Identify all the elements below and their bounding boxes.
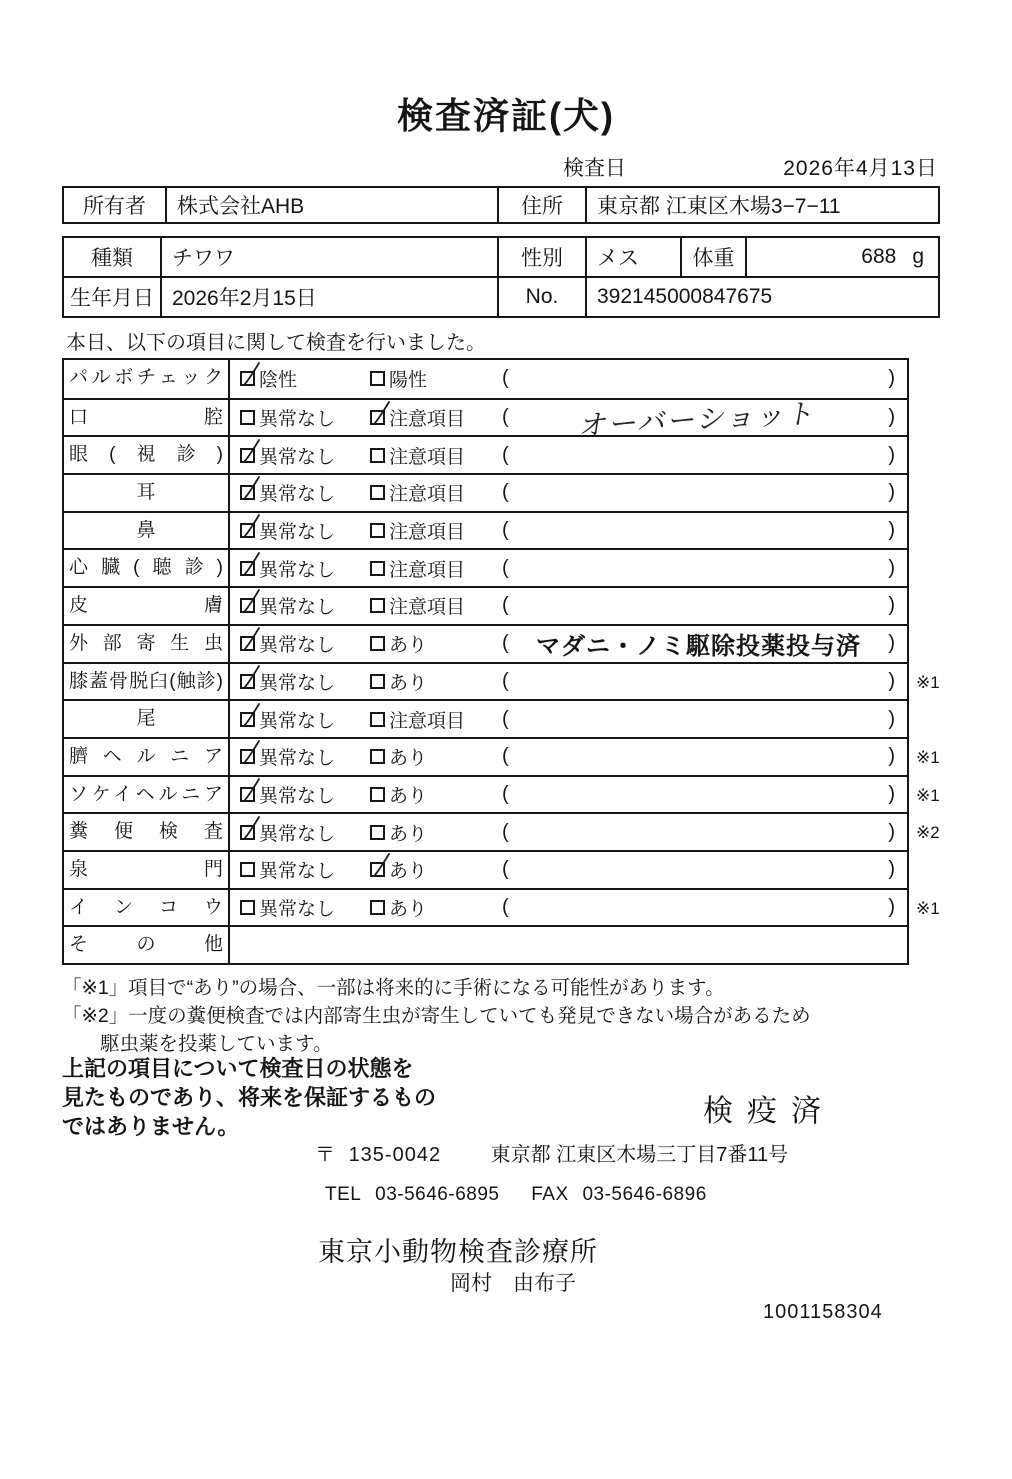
check-mark-icon [240, 814, 264, 843]
disclaimer-paragraph [62, 1054, 436, 1141]
exam-row [64, 888, 940, 926]
tel-fax-line [325, 1184, 707, 1206]
option1-label: 陰性 [259, 370, 298, 392]
option1-group [240, 592, 370, 619]
close-paren: ) [888, 406, 895, 429]
disclaimer-line: 上記の項目について検査日の状態を [62, 1056, 414, 1081]
remarks-field [502, 481, 895, 504]
exam-item-label: 口腔 [64, 400, 230, 436]
weight-cell [747, 238, 938, 276]
option2-group [370, 819, 502, 846]
footnote-marker: ※1 [916, 747, 940, 767]
weight-value: 688 [861, 245, 897, 268]
open-paren: ( [502, 820, 509, 843]
option1-group [240, 365, 370, 392]
intro-sentence: 本日、以下の項目に関して検査を行いました。 [66, 332, 486, 354]
owner-info-table [62, 186, 940, 224]
option2-checkbox[interactable] [370, 371, 385, 386]
open-paren: ( [502, 782, 509, 805]
exam-row-content [230, 852, 907, 888]
option2-label: あり [389, 898, 428, 920]
address-label: 住所 [499, 188, 587, 222]
footnote-1: 「※1」項目で“あり”の場合、一部は将来的に手術になる可能性があります。 [62, 977, 725, 999]
option1-label: 異常なし [259, 748, 336, 770]
option1-label: 異常なし [259, 484, 336, 506]
sex-label: 性別 [499, 238, 587, 276]
option2-checkbox[interactable] [370, 674, 385, 689]
exam-row-content [230, 626, 907, 662]
remarks-field [502, 783, 895, 806]
exam-row [64, 624, 907, 662]
option1-group [240, 630, 370, 657]
exam-row [64, 397, 907, 441]
exam-item-label: 臍ヘルニア [64, 739, 230, 775]
remarks-field [502, 557, 895, 580]
check-mark-icon [370, 399, 394, 428]
exam-row-content [230, 927, 907, 963]
option2-checkbox[interactable] [370, 900, 385, 915]
remarks-text: オーバーショット [577, 397, 820, 441]
exam-row [64, 586, 907, 624]
option2-group [370, 442, 502, 469]
close-paren: ) [888, 858, 895, 881]
exam-item-label: ソケイヘルニア [64, 777, 230, 813]
exam-results-table [62, 358, 940, 965]
option1-label: 異常なし [259, 898, 336, 920]
option2-label: 注意項目 [389, 484, 466, 506]
close-paren: ) [888, 745, 895, 768]
check-mark-icon [240, 776, 264, 805]
sex-value: メス [587, 238, 682, 276]
option2-group [370, 894, 502, 921]
footnote-marker: ※1 [916, 672, 940, 692]
remarks-field [502, 745, 895, 768]
option1-checkbox[interactable] [240, 371, 255, 386]
check-mark-icon [370, 851, 394, 880]
exam-item-label: 皮膚 [64, 588, 230, 624]
exam-item-label: 泉門 [64, 852, 230, 888]
quarantine-stamp: 検疫済 [703, 1095, 835, 1128]
exam-row-content [230, 664, 907, 700]
footnote-marker: ※2 [916, 823, 940, 843]
remarks-field [502, 896, 895, 919]
option2-group [370, 781, 502, 808]
close-paren: ) [888, 820, 895, 843]
option1-group [240, 404, 370, 431]
option2-label: あり [389, 823, 428, 845]
option1-checkbox[interactable] [240, 787, 255, 802]
close-paren: ) [888, 556, 895, 579]
option2-group [370, 668, 502, 695]
option2-group [370, 706, 502, 733]
option1-checkbox[interactable] [240, 448, 255, 463]
open-paren: ( [502, 406, 509, 429]
close-paren: ) [888, 669, 895, 692]
check-mark-icon [240, 512, 264, 541]
id-number-label: No. [499, 278, 587, 316]
remarks-field [502, 821, 895, 844]
exam-item-label: その他 [64, 927, 230, 963]
exam-row-content [230, 739, 907, 775]
exam-item-label: 糞便検査 [64, 814, 230, 850]
exam-item-label: 眼(視診) [64, 437, 230, 473]
option1-group [240, 781, 370, 808]
species-value: チワワ [162, 238, 499, 276]
option2-label: 注意項目 [389, 409, 466, 431]
option2-group [370, 555, 502, 582]
open-paren: ( [502, 594, 509, 617]
species-label: 種類 [64, 238, 162, 276]
option2-checkbox[interactable] [370, 825, 385, 840]
exam-row [64, 775, 940, 813]
clinic-name: 東京小動物検査診療所 [318, 1237, 598, 1267]
open-paren: ( [502, 519, 509, 542]
remarks-field [502, 444, 895, 467]
exam-item-label: 鼻 [64, 513, 230, 549]
option2-checkbox[interactable] [370, 561, 385, 576]
option2-group [370, 517, 502, 544]
close-paren: ) [888, 632, 895, 655]
check-mark-icon [240, 587, 264, 616]
option1-group [240, 706, 370, 733]
exam-row-content [230, 890, 907, 926]
option2-label: あり [389, 861, 428, 883]
option2-group [370, 856, 502, 883]
open-paren: ( [502, 745, 509, 768]
option1-group [240, 442, 370, 469]
option1-group [240, 743, 370, 770]
address-value: 東京都 江東区木場3−7−11 [597, 195, 841, 218]
option1-checkbox[interactable] [240, 900, 255, 915]
remarks-text: マダニ・ノミ駆除投薬投与済 [536, 633, 861, 661]
open-paren: ( [502, 669, 509, 692]
option1-label: 異常なし [259, 823, 336, 845]
option2-label: 陽性 [389, 370, 428, 392]
option2-checkbox[interactable] [370, 636, 385, 651]
option2-label: 注意項目 [389, 597, 466, 619]
option2-group [370, 365, 502, 392]
remarks-field [502, 670, 895, 693]
option1-label: 異常なし [259, 672, 336, 694]
option1-checkbox[interactable] [240, 712, 255, 727]
option1-group [240, 555, 370, 582]
remarks-field [502, 519, 895, 542]
open-paren: ( [502, 367, 509, 390]
birthdate-label: 生年月日 [64, 278, 162, 316]
option2-label: 注意項目 [389, 522, 466, 544]
exam-item-label: インコウ [64, 890, 230, 926]
open-paren: ( [502, 481, 509, 504]
option2-label: 注意項目 [389, 446, 466, 468]
disclaimer-line: ではありません。 [62, 1114, 240, 1139]
check-mark-icon [240, 625, 264, 654]
exam-row [64, 548, 907, 586]
open-paren: ( [502, 632, 509, 655]
exam-row [64, 662, 940, 700]
page-title: 検査済証(犬) [397, 95, 615, 136]
footnote-2: 「※2」一度の糞便検査では内部寄生虫が寄生していても発見できない場合があるため [62, 1005, 811, 1027]
weight-label: 体重 [682, 238, 747, 276]
exam-row-content [230, 814, 907, 850]
weight-unit: g [912, 245, 924, 268]
option1-label: 異常なし [259, 635, 336, 657]
inspection-date-label: 検査日 [563, 157, 626, 180]
id-number-value: 392145000847675 [597, 285, 773, 308]
option2-group [370, 592, 502, 619]
exam-row-content [230, 588, 907, 624]
close-paren: ) [888, 481, 895, 504]
option1-group [240, 479, 370, 506]
owner-label: 所有者 [64, 188, 167, 222]
exam-row-content [230, 513, 907, 549]
exam-row [64, 473, 907, 511]
option2-checkbox[interactable] [370, 598, 385, 613]
option1-checkbox[interactable] [240, 636, 255, 651]
exam-item-label: パルボチェック [64, 360, 230, 398]
option1-checkbox[interactable] [240, 561, 255, 576]
exam-row-content [230, 475, 907, 511]
serial-number: 1001158304 [763, 1301, 883, 1323]
open-paren: ( [502, 443, 509, 466]
option2-checkbox[interactable] [370, 448, 385, 463]
footnote-marker: ※1 [916, 898, 940, 918]
footnote-marker: ※1 [916, 785, 940, 805]
remarks-field [502, 367, 895, 390]
open-paren: ( [502, 858, 509, 881]
remarks-field [502, 708, 895, 731]
option2-label: あり [389, 635, 428, 657]
exam-row [64, 925, 907, 963]
option2-checkbox[interactable] [370, 787, 385, 802]
close-paren: ) [888, 367, 895, 390]
close-paren: ) [888, 594, 895, 617]
exam-row-content [230, 701, 907, 737]
remarks-field [502, 397, 895, 441]
option1-label: 異常なし [259, 785, 336, 807]
option2-group [370, 479, 502, 506]
exam-row [64, 511, 907, 549]
option2-checkbox[interactable] [370, 712, 385, 727]
close-paren: ) [888, 782, 895, 805]
exam-item-label: 心臓(聴診) [64, 550, 230, 586]
animal-info-table [62, 236, 940, 318]
exam-row-content [230, 397, 907, 441]
exam-row [64, 360, 907, 398]
footnote-2-continued: 駆虫薬を投薬しています。 [100, 1033, 333, 1055]
close-paren: ) [888, 519, 895, 542]
disclaimer-line: 見たものであり、将来を保証するもの [62, 1085, 437, 1110]
check-mark-icon [240, 550, 264, 579]
open-paren: ( [502, 895, 509, 918]
option1-label: 異常なし [259, 409, 336, 431]
option2-label: 注意項目 [389, 559, 466, 581]
check-mark-icon [240, 474, 264, 503]
check-mark-icon [240, 701, 264, 730]
exam-item-label: 外部寄生虫 [64, 626, 230, 662]
option1-checkbox[interactable] [240, 410, 255, 425]
option1-label: 異常なし [259, 559, 336, 581]
option1-group [240, 894, 370, 921]
check-mark-icon [240, 360, 264, 389]
option1-label: 異常なし [259, 861, 336, 883]
option2-group [370, 743, 502, 770]
option2-checkbox[interactable] [370, 862, 385, 877]
tel-number: 03-5646-6895 [375, 1184, 500, 1205]
postal-mark: 〒 [315, 1144, 335, 1166]
exam-row [64, 850, 907, 888]
option1-label: 異常なし [259, 522, 336, 544]
remarks-field [502, 594, 895, 617]
option2-label: あり [389, 672, 428, 694]
check-mark-icon [240, 738, 264, 767]
exam-item-label: 膝蓋骨脱臼(触診) [64, 664, 230, 700]
option2-label: 注意項目 [389, 710, 466, 732]
option2-group [370, 404, 502, 431]
option2-checkbox[interactable] [370, 485, 385, 500]
tel-label: TEL [325, 1184, 362, 1205]
owner-name: 株式会社AHB [167, 188, 499, 222]
option1-checkbox[interactable] [240, 674, 255, 689]
exam-row-content [230, 777, 907, 813]
close-paren: ) [888, 895, 895, 918]
option1-group [240, 819, 370, 846]
check-mark-icon [240, 663, 264, 692]
option2-checkbox[interactable] [370, 410, 385, 425]
option1-group [240, 517, 370, 544]
fax-label: FAX [531, 1184, 569, 1205]
option1-checkbox[interactable] [240, 485, 255, 500]
exam-row [64, 737, 940, 775]
option1-group [240, 856, 370, 883]
option1-checkbox[interactable] [240, 523, 255, 538]
examiner-name: 岡村 由布子 [450, 1272, 576, 1295]
fax-number: 03-5646-6896 [582, 1184, 707, 1205]
option1-label: 異常なし [259, 710, 336, 732]
exam-item-label: 耳 [64, 475, 230, 511]
option1-group [240, 668, 370, 695]
postal-code: 135-0042 [348, 1144, 442, 1166]
close-paren: ) [888, 443, 895, 466]
exam-row-content [230, 550, 907, 586]
exam-row [64, 812, 940, 850]
option2-group [370, 630, 502, 657]
inspection-date-value: 2026年4月13日 [783, 157, 938, 180]
check-mark-icon [240, 437, 264, 466]
option2-label: あり [389, 785, 428, 807]
remarks-field [502, 858, 895, 881]
exam-row [64, 699, 907, 737]
close-paren: ) [888, 707, 895, 730]
option2-checkbox[interactable] [370, 749, 385, 764]
option1-label: 異常なし [259, 597, 336, 619]
remarks-field [502, 626, 895, 661]
open-paren: ( [502, 707, 509, 730]
option1-label: 異常なし [259, 446, 336, 468]
option1-checkbox[interactable] [240, 749, 255, 764]
open-paren: ( [502, 556, 509, 579]
option1-checkbox[interactable] [240, 862, 255, 877]
exam-row [64, 435, 907, 473]
option2-label: あり [389, 748, 428, 770]
option2-checkbox[interactable] [370, 523, 385, 538]
clinic-address: 東京都 江東区木場三丁目7番11号 [490, 1144, 789, 1166]
option1-checkbox[interactable] [240, 825, 255, 840]
option1-checkbox[interactable] [240, 598, 255, 613]
exam-row-content [230, 437, 907, 473]
birthdate-value: 2026年2月15日 [162, 278, 499, 316]
exam-item-label: 尾 [64, 701, 230, 737]
postal-address-line [315, 1138, 788, 1167]
